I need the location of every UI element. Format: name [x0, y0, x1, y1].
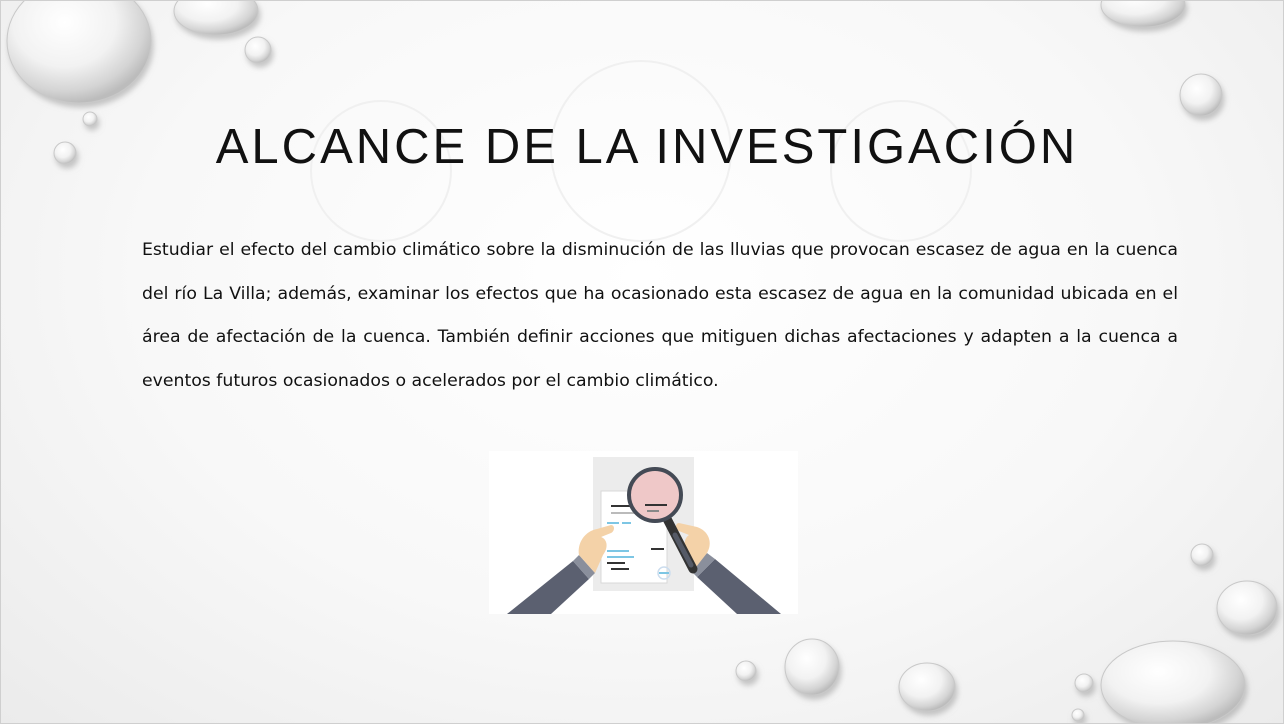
- magnifying-glass-document-icon: [489, 451, 798, 614]
- droplet: [245, 37, 271, 63]
- left-sleeve: [507, 561, 589, 614]
- droplet: [1191, 544, 1213, 566]
- droplet: [785, 639, 839, 695]
- droplet: [1217, 581, 1277, 635]
- magnifier-lens: [629, 469, 681, 521]
- droplet: [7, 1, 151, 103]
- droplet: [174, 1, 258, 35]
- droplet: [1075, 674, 1093, 692]
- droplet: [1180, 74, 1222, 116]
- droplet: [736, 661, 756, 681]
- slide-title: ALCANCE DE LA INVESTIGACIÓN: [215, 120, 1079, 174]
- right-sleeve: [697, 559, 781, 614]
- droplet: [1101, 641, 1245, 723]
- droplet: [1072, 709, 1084, 721]
- droplet: [899, 663, 955, 711]
- droplet: [1101, 1, 1185, 27]
- slide-body-paragraph: Estudiar el efecto del cambio climático sobre la disminución de las lluvias que provocan escasez de agua en la cuenca del río La Villa; además, examinar los efectos que ha ocasionado esta escasez de agua en la comunidad ubicada en el área de afectación de la cuenca. También definir acciones que mitiguen dichas afectaciones y adapten a la cuenca a eventos futuros ocasionados o acelerados por el cambio climático.: [142, 240, 1178, 391]
